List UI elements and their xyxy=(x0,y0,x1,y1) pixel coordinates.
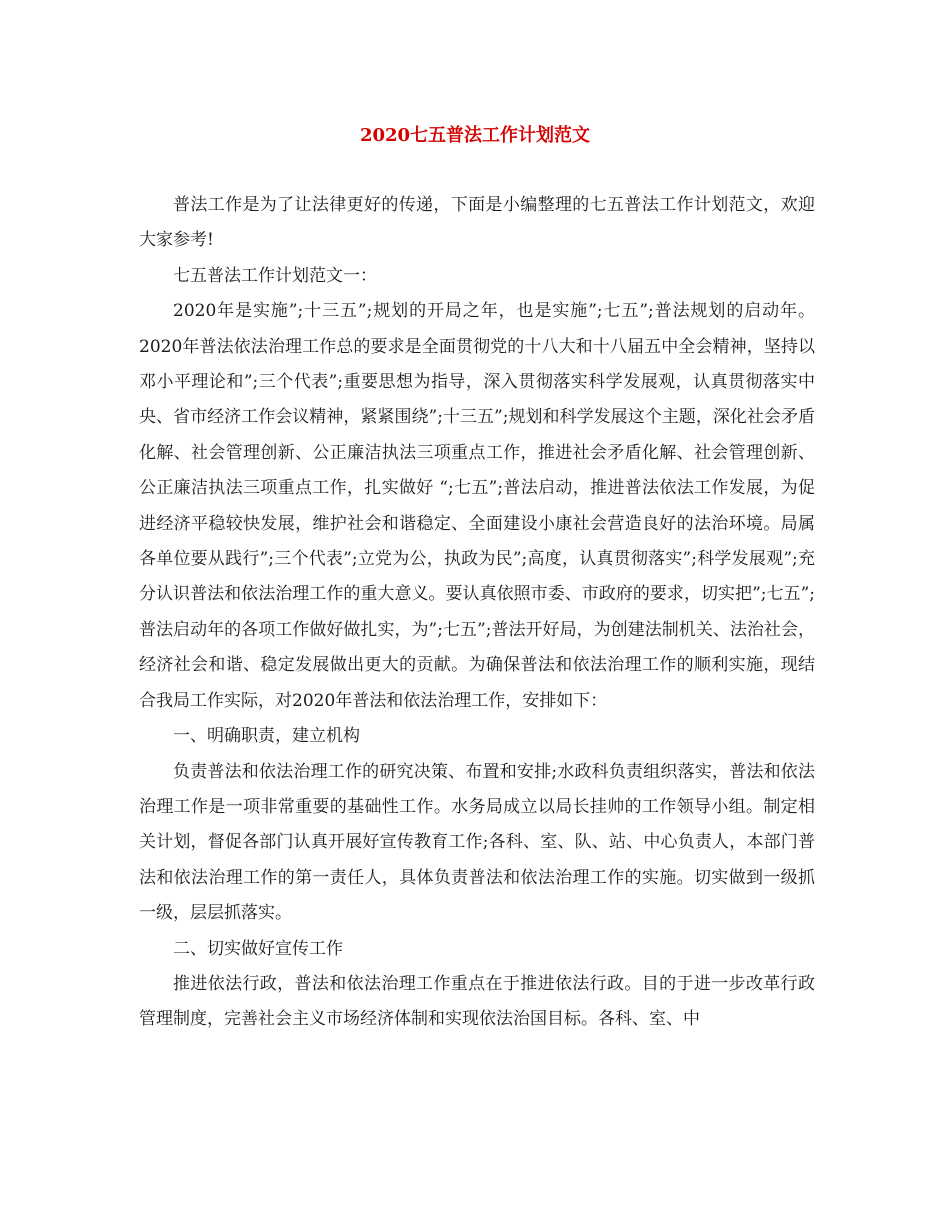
document-title: 2020七五普法工作计划范文 xyxy=(359,125,591,146)
section-heading: 一、明确职责，建立机构 xyxy=(173,726,360,747)
document-body xyxy=(139,188,815,1038)
paragraph: 普法工作是为了让法律更好的传递，下面是小编整理的七五普法工作计划范文，欢迎大家参考! xyxy=(139,195,815,251)
paragraph: 负责普法和依法治理工作的研究决策、布置和安排;水政科负责组织落实，普法和依法治理工作是一项非常重要的基础性工作。水务局成立以局长挂帅的工作领导小组。制定相关计划，督促各部门认真开展好宣传教育工作;各科、室、队、站、中心负责人，本部门普法和依法治理工作的第一责任人，具体负责普法和依法治理工作的实施。切实做到一级抓一级，层层抓落实。 xyxy=(139,761,815,924)
paragraph: 2020年是实施”;十三五”;规划的开局之年，也是实施”;七五”;普法规划的启动年。2020年普法依法治理工作总的要求是全面贯彻党的十八大和十八届五中全会精神，坚持以邓小平理论和”;三个代表”;重要思想为指导，深入贯彻落实科学发展观，认真贯彻落实中央、省市经济工作会议精神，紧紧围绕”;十三五”;规划和科学发展这个主题，深化社会矛盾化解、社会管理创新、公正廉洁执法三项重点工作，推进社会矛盾化解、社会管理创新、公正廉洁执法三项重点工作，扎实做好 “;七五”;普法启动，推进普法依法工作发展，为促进经济平稳较快发展，维护社会和谐稳定、全面建设小康社会营造良好的法治环境。局属各单位要从践行”;三个代表”;立党为公，执政为民”;高度，认真贯彻落实”;科学发展观”;充分认识普法和依法治理工作的重大意义。要认真依照市委、市政府的要求，切实把”;七五”;普法启动年的各项工作做好做扎实，为”;七五”;普法开好局，为创建法制机关、法治社会，经济社会和谐、稳定发展做出更大的贡献。为确保普法和依法治理工作的顺利实施，现结合我局工作实际，对2020年普法和依法治理工作，安排如下： xyxy=(139,301,815,711)
paragraph: 推进依法行政，普法和依法治理工作重点在于推进依法行政。目的于进一步改革行政管理制度，完善社会主义市场经济体制和实现依法治国目标。各科、室、中 xyxy=(139,973,815,1030)
section-heading: 二、切实做好宣传工作 xyxy=(173,938,343,959)
paragraph: 七五普法工作计划范文一： xyxy=(173,265,377,286)
